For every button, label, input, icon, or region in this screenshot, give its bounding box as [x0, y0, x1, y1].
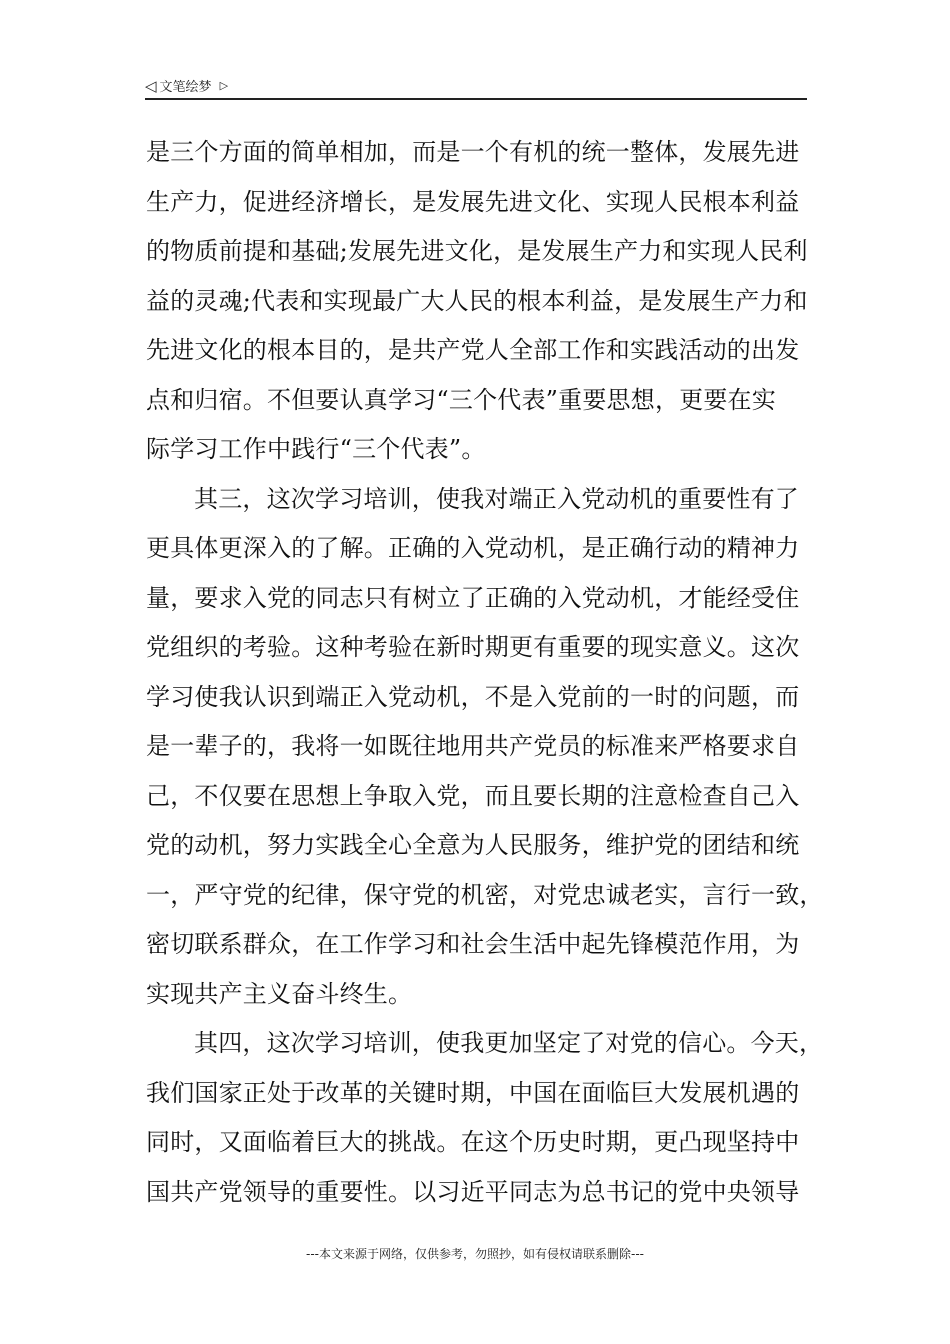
paragraph: [146, 128, 818, 475]
text-line: 其三，这次学习培训，使我对端正入党动机的重要性有了: [194, 484, 799, 513]
text-line: 党的动机，努力实践全心全意为人民服务，维护党的团结和统: [146, 831, 800, 859]
paragraph: [146, 475, 824, 1020]
text-line: 学习使我认识到端正入党动机，不是入党前的一时的问题，而: [146, 682, 800, 711]
text-line: 先进文化的根本目的，是共产党人全部工作和实践活动的出发: [146, 336, 800, 364]
document-body: [146, 128, 824, 1217]
page-header: [145, 74, 807, 100]
header-title: 文笔绘梦: [159, 80, 212, 95]
text-line: 其四，这次学习培训，使我更加坚定了对党的信心。今天，: [194, 1029, 824, 1057]
text-line: 实现共产主义奋斗终生。: [146, 979, 413, 1008]
text-line: 量，要求入党的同志只有树立了正确的入党动机，才能经受住: [146, 583, 800, 612]
text-line: 益的灵魂;代表和实现最广大人民的根本利益，是发展生产力和: [146, 286, 808, 315]
right-triangle-icon: ▷: [219, 78, 229, 92]
text-line: 的物质前提和基础;发展先进文化，是发展生产力和实现人民利: [146, 237, 808, 265]
text-line: 密切联系群众，在工作学习和社会生活中起先锋模范作用，为: [146, 930, 800, 958]
text-line: 际学习工作中践行“三个代表”。: [146, 435, 486, 463]
header-title-group: [145, 76, 228, 95]
left-triangle-icon: ◁: [145, 76, 157, 95]
text-line: 是一辈子的，我将一如既往地用共产党员的标准来严格要求自: [146, 732, 800, 760]
paragraph: [146, 1019, 824, 1217]
text-line: 同时，又面临着巨大的挑战。在这个历史时期，更凸现坚持中: [146, 1128, 800, 1156]
page-footer: ---本文来源于网络，仅供参考，勿照抄，如有侵权请联系删除---: [306, 1247, 644, 1261]
text-line: 生产力，促进经济增长，是发展先进文化、实现人民根本利益: [146, 187, 800, 216]
text-line: 己，不仅要在思想上争取入党，而且要长期的注意检查自己入: [146, 781, 800, 810]
text-line: 点和归宿。不但要认真学习“三个代表”重要思想，更要在实: [146, 385, 776, 414]
text-line: 一，严守党的纪律，保守党的机密，对党忠诚老实，言行一致，: [146, 880, 824, 909]
text-line: 是三个方面的简单相加，而是一个有机的统一整体，发展先进: [146, 138, 800, 166]
text-line: 党组织的考验。这种考验在新时期更有重要的现实意义。这次: [146, 633, 800, 661]
text-line: 国共产党领导的重要性。以习近平同志为总书记的党中央领导: [146, 1177, 800, 1206]
text-line: 更具体更深入的了解。正确的入党动机，是正确行动的精神力: [146, 534, 800, 562]
text-line: 我们国家正处于改革的关键时期，中国在面临巨大发展机遇的: [146, 1078, 800, 1107]
